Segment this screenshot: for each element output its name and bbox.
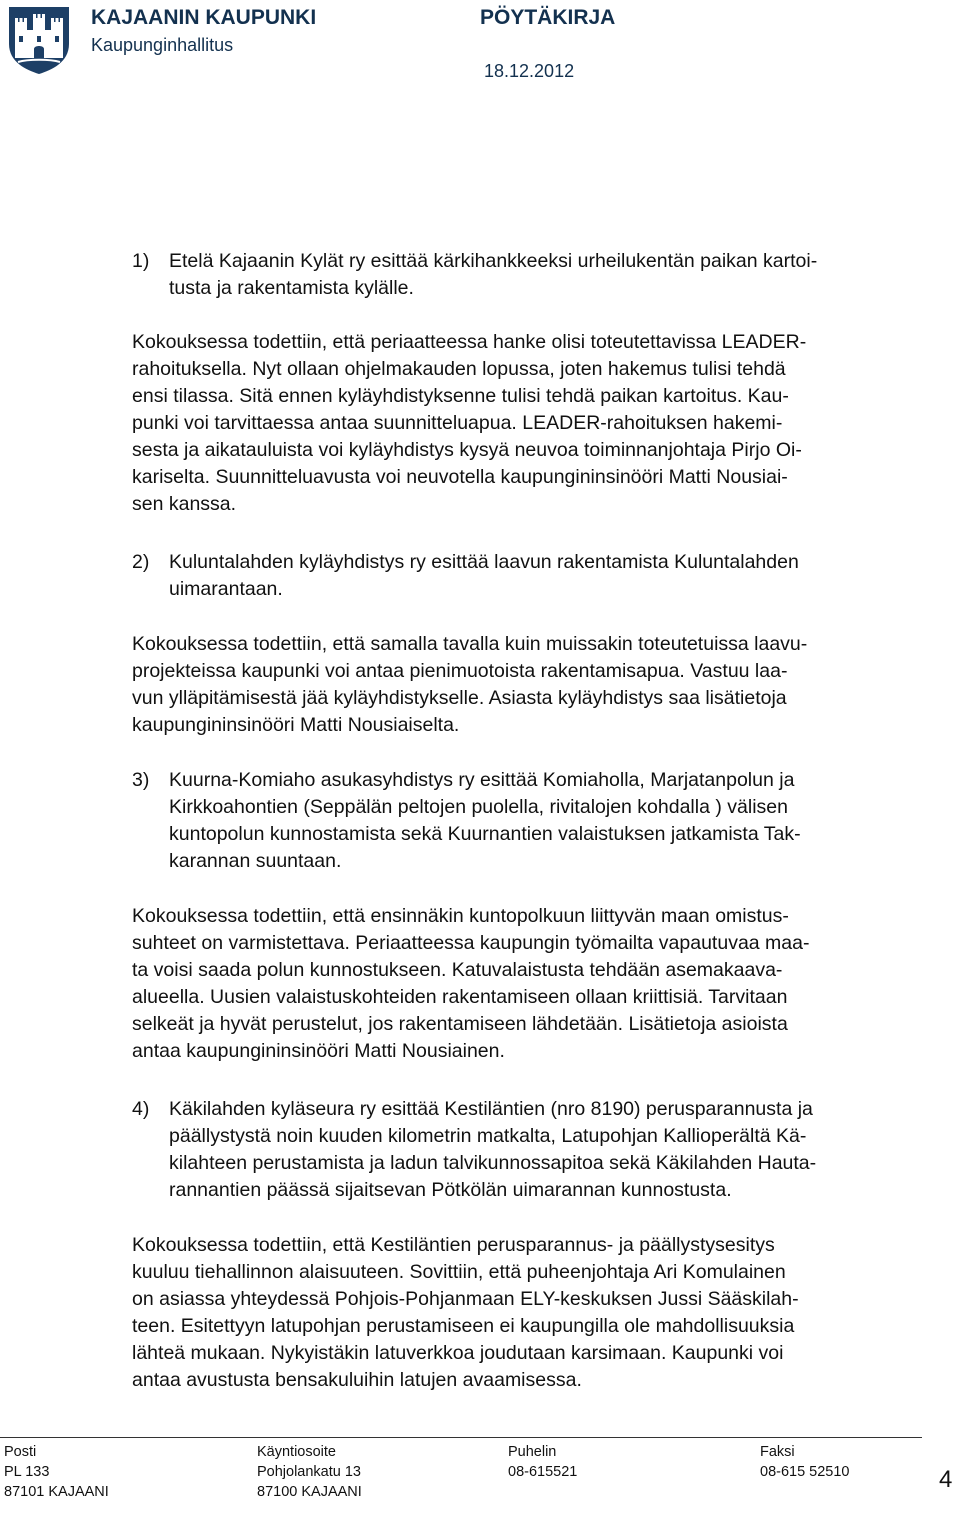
footer-line: 08-615 52510 [760,1464,850,1480]
city-crest-logo [6,4,72,76]
item-text-line: Kuluntalahden kyläyhdistys ry esittää laavun rakentamista Kuluntalahden [169,551,799,573]
response-line: ensi tilassa. Sitä ennen kyläyhdistyksenne tulisi tehdä paikan kartoitus. Kau- [132,385,789,407]
response-line: antaa avustusta bensakuluihin latujen avaamisessa. [132,1369,582,1391]
response-line: Kokouksessa todettiin, että Kestiläntien perusparannus- ja päällystysesitys [132,1234,775,1256]
response-line: antaa kaupungininsinööri Matti Nousiainen. [132,1040,505,1062]
footer-line: Pohjolankatu 13 [257,1464,361,1480]
footer-heading: Puhelin [508,1444,557,1460]
response-line: kariselta. Suunnitteluavusta voi neuvotella kaupungininsinööri Matti Nousiai- [132,466,788,488]
item-4-response [132,1232,952,1394]
item-text-line: rannantien päässä sijaitsevan Pötkölän uimarannan kunnostusta. [169,1179,732,1201]
document-date: 18.12.2012 [484,61,575,81]
item-text-line: päällystystä noin kuuden kilometrin matkalta, Latupohjan Kallioperältä Kä- [169,1125,807,1147]
item-1-response [132,329,952,518]
page-number: 4 [939,1466,953,1493]
footer-heading: Käyntiosoite [257,1444,336,1460]
response-line: Kokouksessa todettiin, että periaatteessa hanke olisi toteutettavissa LEADER- [132,331,807,353]
response-line: kaupungininsinööri Matti Nousiaiselta. [132,714,460,736]
response-line: sesta ja aikatauluista voi kyläyhdistys kysyä neuvoa toiminnanjohtaja Pirjo Oi- [132,439,802,461]
response-line: selkeät ja hyvät perustelut, jos rakentamiseen lähdetään. Lisätietoja asioista [132,1013,788,1035]
footer-heading: Posti [4,1444,37,1460]
footer-divider [0,1437,922,1438]
response-line: vun ylläpitämisestä jää kyläyhdistykselle. Asiasta kyläyhdistys saa lisätietoja [132,687,787,709]
footer-line: 08-615521 [508,1464,578,1480]
item-2-response [132,631,952,739]
item-text-line: kilahteen perustamista ja ladun talvikunnossapitoa sekä Käkilahden Hauta- [169,1152,817,1174]
item-3-response [132,903,952,1065]
item-number: 2) [132,551,150,573]
footer-fax [760,1442,850,1482]
item-text-line: tusta ja rakentamista kylälle. [169,277,414,299]
item-number: 4) [132,1098,150,1120]
organization-name: KAJAANIN KAUPUNKI [91,6,317,29]
footer-visit-address [257,1442,362,1502]
footer-heading: Faksi [760,1444,795,1460]
item-text-line: Kirkkoahontien (Seppälän peltojen puolella, rivitalojen kohdalla ) välisen [169,796,788,818]
response-line: Kokouksessa todettiin, että ensinnäkin kuntopolkuun liittyvän maan omistus- [132,905,789,927]
response-line: rahoituksella. Nyt ollaan ohjelmakauden lopussa, joten hakemus tulisi tehdä [132,358,786,380]
response-line: sen kanssa. [132,493,237,515]
footer-line: 87101 KAJAANI [4,1484,109,1500]
response-line: alueella. Uusien valaistuskohteiden rakentamiseen ollaan kriittisiä. Tarvitaan [132,986,788,1008]
footer-phone [508,1442,577,1482]
item-text-line: uimarantaan. [169,578,283,600]
response-line: lähteä mukaan. Nykyistäkin latuverkkoa joudutaan karsimaan. Kaupunki voi [132,1342,784,1364]
response-line: ta voisi saada polun kunnostukseen. Katuvalaistusta tehdään asemakaava- [132,959,783,981]
item-number: 1) [132,250,150,272]
item-text-line: kuntopolun kunnostamista sekä Kuurnantien valaistuksen jatkamista Tak- [169,823,801,845]
footer-line: PL 133 [4,1464,50,1480]
item-text-line: Kuurna-Komiaho asukasyhdistys ry esittää Komiaholla, Marjatanpolun ja [169,769,795,791]
item-text-line: karannan suuntaan. [169,850,342,872]
response-line: kuuluu tiehallinnon alaisuuteen. Sovittiin, että puheenjohtaja Ari Komulainen [132,1261,786,1283]
footer-line: 87100 KAJAANI [257,1484,362,1500]
document-type: PÖYTÄKIRJA [480,6,616,29]
response-line: projekteissa kaupunki voi antaa pienimuotoista rakentamisapua. Vastuu laa- [132,660,788,682]
response-line: teen. Esitettyyn latupohjan perustamiseen ei kaupungilla ole mahdollisuuksia [132,1315,795,1337]
response-line: on asiassa yhteydessä Pohjois-Pohjanmaan ELY-keskuksen Jussi Sääskilah- [132,1288,799,1310]
body-name: Kaupunginhallitus [91,35,234,55]
item-number: 3) [132,769,150,791]
response-line: suhteet on varmistettava. Periaatteessa kaupungin työmailta vapautuvaa maa- [132,932,810,954]
item-text-line: Käkilahden kyläseura ry esittää Kestiläntien (nro 8190) perusparannusta ja [169,1098,813,1120]
response-line: punki voi tarvittaessa antaa suunnitteluapua. LEADER-rahoituksen hakemi- [132,412,783,434]
item-text-line: Etelä Kajaanin Kylät ry esittää kärkihankkeeksi urheilukentän paikan kartoi- [169,250,818,272]
response-line: Kokouksessa todettiin, että samalla tavalla kuin muissakin toteutetuissa laavu- [132,633,808,655]
footer-postal [4,1442,109,1502]
